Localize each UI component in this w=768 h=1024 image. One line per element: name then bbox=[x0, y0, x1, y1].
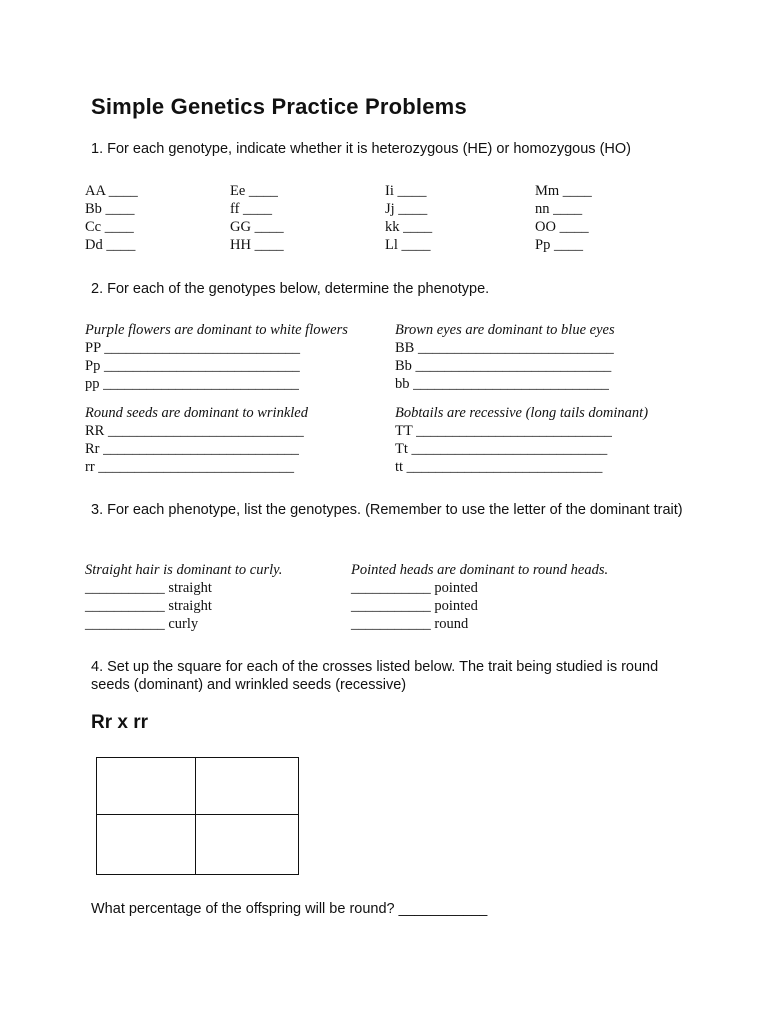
genotype-item: Mm ____ bbox=[535, 183, 592, 199]
block-heading: Round seeds are dominant to wrinkled bbox=[85, 405, 308, 421]
offspring-question: What percentage of the offspring will be round? ___________ bbox=[91, 901, 488, 917]
genotype-item: Jj ____ bbox=[385, 201, 428, 217]
question-2-prompt: 2. For each of the genotypes below, determine the phenotype. bbox=[91, 281, 490, 297]
block-heading: Pointed heads are dominant to round heads. bbox=[351, 562, 609, 578]
genotype-column-4 bbox=[535, 182, 592, 254]
genotype-item: kk ____ bbox=[385, 219, 433, 235]
block-heading: Straight hair is dominant to curly. bbox=[85, 562, 283, 578]
genotype-item: OO ____ bbox=[535, 219, 589, 235]
block-heading: Bobtails are recessive (long tails dominant) bbox=[395, 405, 649, 421]
answer-line: pp ___________________________ bbox=[85, 376, 299, 392]
genotype-column-1 bbox=[85, 182, 138, 254]
genotype-block-heads bbox=[351, 561, 608, 633]
answer-line: ___________ curly bbox=[85, 616, 199, 632]
genotype-column-2 bbox=[230, 182, 284, 254]
genotype-item: Bb ____ bbox=[85, 201, 135, 217]
answer-line: Tt ___________________________ bbox=[395, 441, 608, 457]
answer-line: BB ___________________________ bbox=[395, 340, 614, 356]
genotype-item: nn ____ bbox=[535, 201, 583, 217]
answer-line: Pp ___________________________ bbox=[85, 358, 300, 374]
genotype-item: Pp ____ bbox=[535, 237, 583, 253]
question-4-prompt: 4. Set up the square for each of the crosses listed below. The trait being studied is round seeds (dominant) and wrinkled seeds (recessive) bbox=[91, 659, 659, 693]
answer-line: tt ___________________________ bbox=[395, 459, 603, 475]
answer-line: PP ___________________________ bbox=[85, 340, 300, 356]
genotype-item: Ll ____ bbox=[385, 237, 431, 253]
answer-line: rr ___________________________ bbox=[85, 459, 295, 475]
answer-line: ___________ straight bbox=[85, 598, 212, 614]
genotype-item: Ee ____ bbox=[230, 183, 278, 199]
question-1-prompt: 1. For each genotype, indicate whether it is heterozygous (HE) or homozygous (HO) bbox=[91, 141, 631, 157]
answer-line: TT ___________________________ bbox=[395, 423, 612, 439]
genotype-item: HH ____ bbox=[230, 237, 284, 253]
punnett-divider-horizontal bbox=[97, 814, 298, 815]
answer-line: ___________ pointed bbox=[351, 580, 478, 596]
cross-label: Rr x rr bbox=[91, 712, 149, 733]
question-3-prompt: 3. For each phenotype, list the genotypes. (Remember to use the letter of the dominant trait) bbox=[91, 502, 683, 518]
answer-line: Bb ___________________________ bbox=[395, 358, 612, 374]
answer-line: ___________ straight bbox=[85, 580, 212, 596]
genotype-column-3 bbox=[385, 182, 432, 254]
genotype-item: ff ____ bbox=[230, 201, 273, 217]
block-heading: Purple flowers are dominant to white flowers bbox=[85, 322, 348, 338]
genotype-item: GG ____ bbox=[230, 219, 284, 235]
block-heading: Brown eyes are dominant to blue eyes bbox=[395, 322, 615, 338]
genotype-block-hair bbox=[85, 561, 282, 633]
phenotype-block-flowers bbox=[85, 321, 348, 393]
answer-line: ___________ round bbox=[351, 616, 469, 632]
answer-line: ___________ pointed bbox=[351, 598, 478, 614]
genotype-item: Ii ____ bbox=[385, 183, 427, 199]
genotype-item: Cc ____ bbox=[85, 219, 134, 235]
answer-line: Rr ___________________________ bbox=[85, 441, 299, 457]
phenotype-block-eyes bbox=[395, 321, 615, 393]
phenotype-block-tails bbox=[395, 404, 648, 476]
page-title: Simple Genetics Practice Problems bbox=[91, 94, 467, 119]
answer-line: RR ___________________________ bbox=[85, 423, 304, 439]
genotype-item: AA ____ bbox=[85, 183, 138, 199]
answer-line: bb ___________________________ bbox=[395, 376, 609, 392]
punnett-divider-vertical bbox=[195, 758, 196, 874]
punnett-square bbox=[96, 757, 299, 875]
phenotype-block-seeds bbox=[85, 404, 308, 476]
genotype-item: Dd ____ bbox=[85, 237, 136, 253]
